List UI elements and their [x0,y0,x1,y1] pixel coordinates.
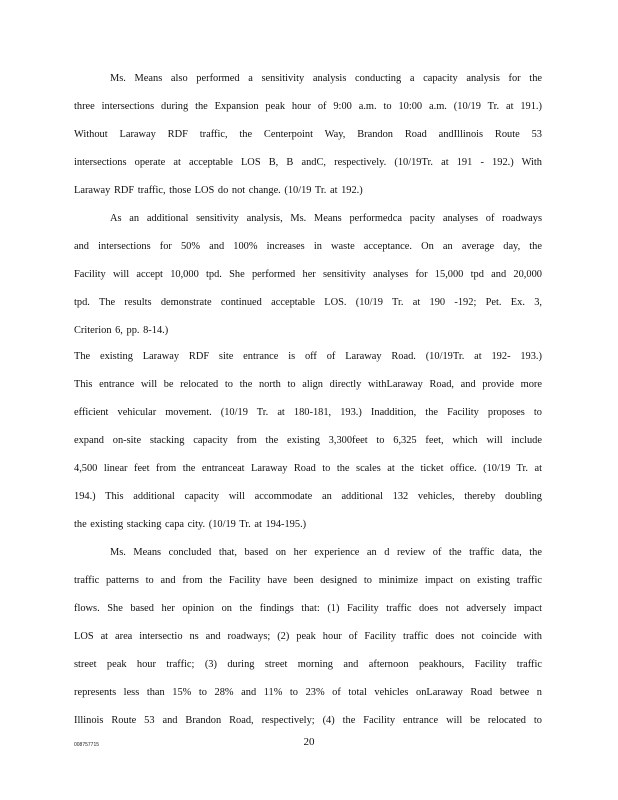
page-number: 20 [303,736,315,748]
paragraph-4-line-5: street peak hour traffic; (3) during street morning and afternoon peakhours, Facility traffic [74,659,542,670]
paragraph-3-line-5: 4,500 linear feet from the entranceat Laraway Road to the scales at the ticket office. (10/19 Tr. at [74,463,542,474]
paragraph-2-line-2: and intersections for 50% and 100% increases in waste acceptance. On an average day, the [74,241,542,252]
paragraph-2-line-4: tpd. The results demonstrate continued acceptable LOS. (10/19 Tr. at 190 -192; Pet. Ex. 3, [74,297,542,308]
paragraph-3-line-4: expand on-site stacking capacity from the existing 3,300feet to 6,325 feet, which will include [74,435,542,446]
document-id-footer: 008757715 [74,742,100,748]
paragraph-2-line-3: Facility will accept 10,000 tpd. She performed her sensitivity analyses for 15,000 tpd and 20,000 [74,269,542,280]
paragraph-4-line-6: represents less than 15% to 28% and 11% to 23% of total vehicles onLaraway Road betwee n [74,687,542,698]
paragraph-4-line-1: Ms. Means concluded that, based on her experience an d review of the traffic data, the [110,547,542,558]
paragraph-3-line-2: This entrance will be relocated to the north to align directly withLaraway Road, and provide more [74,379,542,390]
paragraph-4-line-2: traffic patterns to and from the Facility have been designed to minimize impact on existing traffic [74,575,542,586]
paragraph-1-line-4: intersections operate at acceptable LOS B, B andC, respectively. (10/19Tr. at 191 - 192.) With [74,157,542,168]
paragraph-1-line-5: Laraway RDF traffic, those LOS do not change. (10/19 Tr. at 192.) [74,185,363,196]
paragraph-2-line-1: As an additional sensitivity analysis, Ms. Means performedca pacity analyses of roadways [110,213,542,224]
paragraph-3-line-6: 194.) This additional capacity will accommodate an additional 132 vehicles, thereby doubling [74,491,542,502]
paragraph-2-line-5: Criterion 6, pp. 8-14.) [74,325,169,336]
paragraph-3-line-3: efficient vehicular movement. (10/19 Tr. at 180-181, 193.) Inaddition, the Facility proposes to [74,407,542,418]
paragraph-4-line-4: LOS at area intersectio ns and roadways; (2) peak hour of Facility traffic does not coincide with [74,631,542,642]
paragraph-4-line-7: Illinois Route 53 and Brandon Road, respectively; (4) the Facility entrance will be relocated to [74,715,542,726]
paragraph-3-line-1: The existing Laraway RDF site entrance is off of Laraway Road. (10/19Tr. at 192- 193.) [74,351,542,362]
paragraph-4-line-3: flows. She based her opinion on the findings that: (1) Facility traffic does not adversely impact [74,603,542,614]
paragraph-1-line-1: Ms. Means also performed a sensitivity analysis conducting a capacity analysis for the [110,73,542,84]
paragraph-1-line-3: Without Laraway RDF traffic, the Centerpoint Way, Brandon Road andIllinois Route 53 [74,129,542,140]
paragraph-1-line-2: three intersections during the Expansion peak hour of 9:00 a.m. to 10:00 a.m. (10/19 Tr. at 191.) [74,101,542,112]
paragraph-3-line-7: the existing stacking capa city. (10/19 Tr. at 194-195.) [74,519,307,530]
